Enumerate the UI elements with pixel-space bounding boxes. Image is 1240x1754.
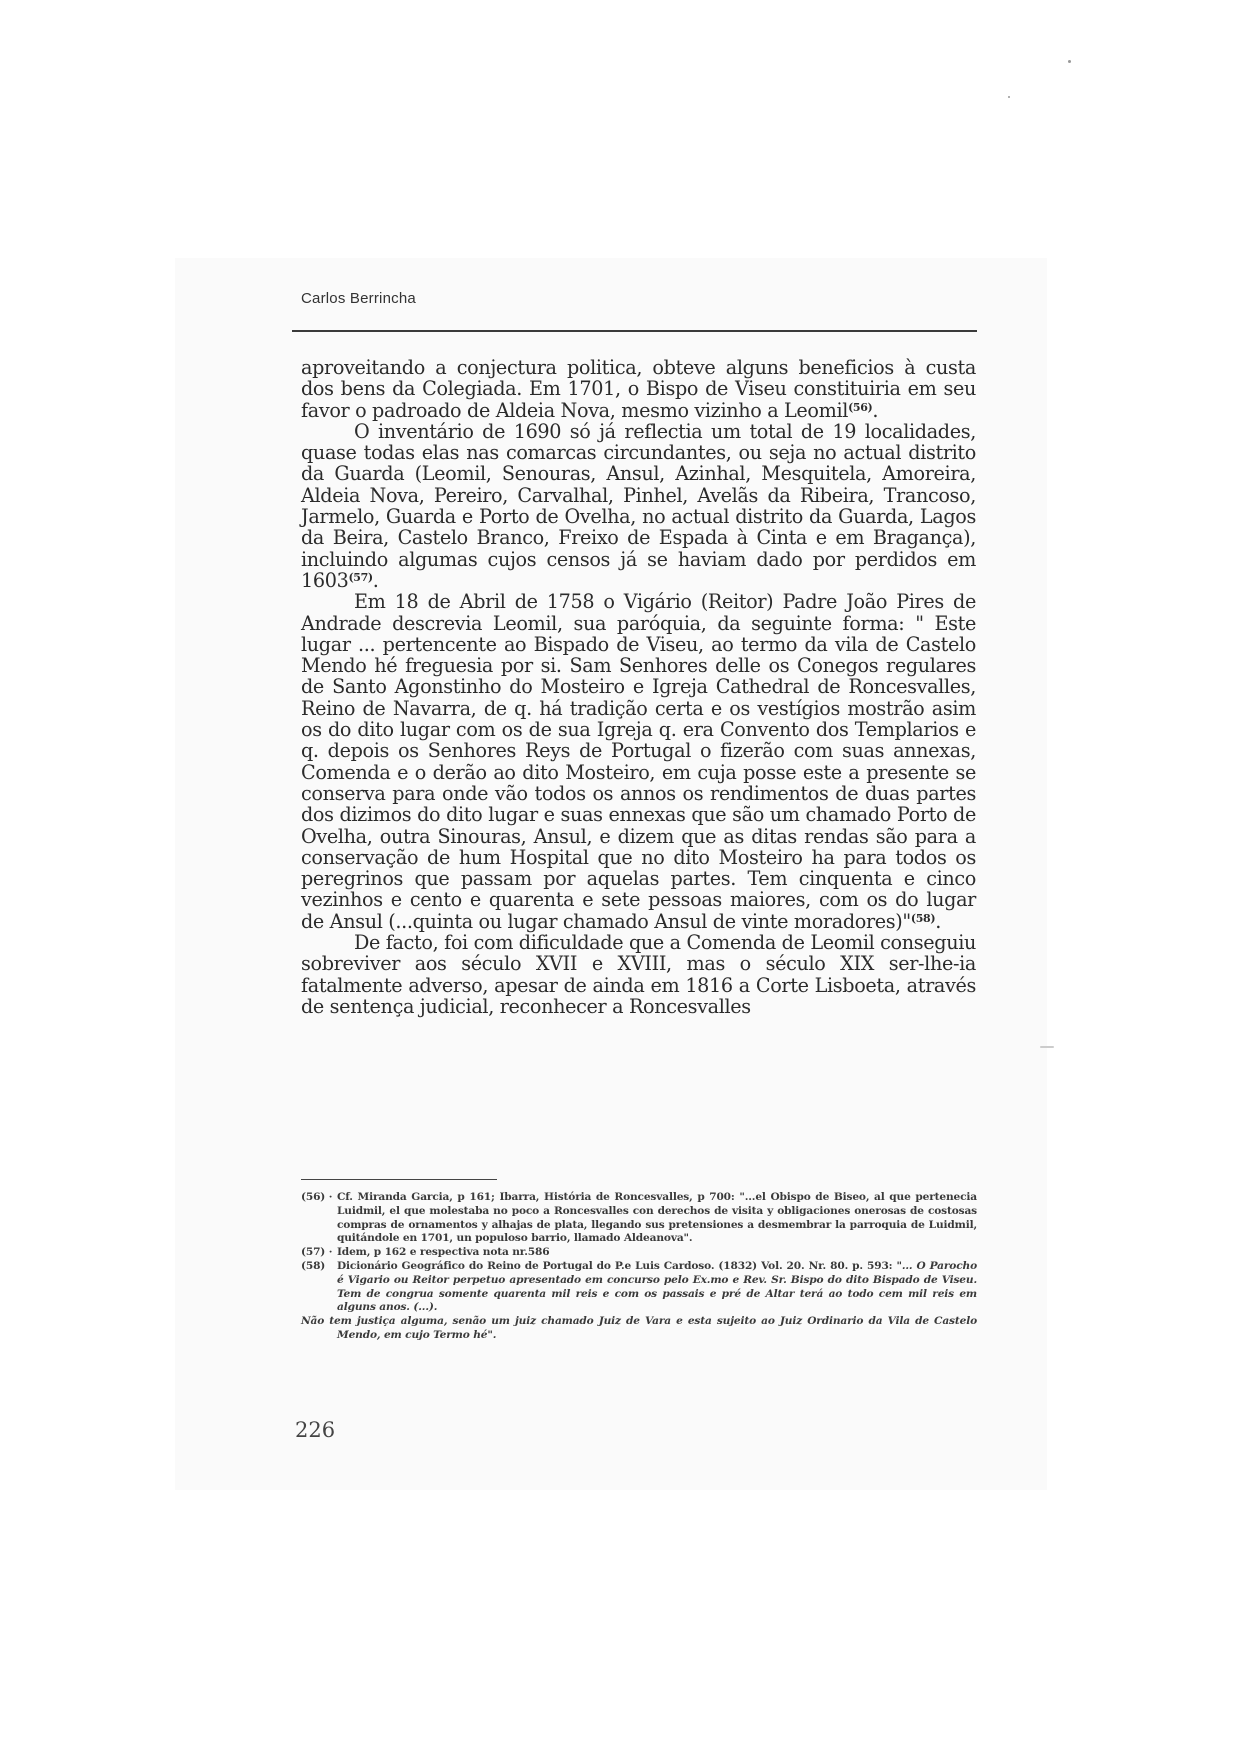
paragraph-text: O inventário de 1690 só já reflectia um total de 19 localidades, quase todas elas nas comarcas circundantes, ou seja no actual distrito da Guarda (Leomil, Senouras, Ansul, Azinhal, Mesquitela, Amoreira, Aldeia Nova, Pereiro, Carvalhal, Pinhel, Avelãs da Ribeira, Trancoso, Jarmelo, Guarda e Porto de Ovelha, no actual distrito da Guarda, Lagos da Beira, Castelo Branco, Freixo de Espada à Cinta e em Bragança), incluindo algumas cujos censos já se haviam dado por perdidos em 1603 xyxy=(301,419,976,592)
header-rule xyxy=(292,330,977,332)
paragraph xyxy=(301,421,976,591)
paragraph-end: . xyxy=(372,568,379,592)
footnote-58 xyxy=(301,1260,977,1315)
footnote-number: (58) xyxy=(301,1259,326,1272)
paragraph-text: De facto, foi com dificuldade que a Comenda de Leomil conseguiu sobreviver aos século XVII e XVIII, mas o século XIX ser-lhe-ia fatalmente adverso, apesar de ainda em 1816 a Corte Lisboeta, através de sentença judicial, reconhecer a Roncesvalles xyxy=(301,931,976,1018)
footnote-separator xyxy=(301,1179,497,1180)
scan-speck xyxy=(1040,1046,1054,1048)
paragraph-end: . xyxy=(872,398,879,422)
footnote-text: Dicionário Geográfico do Reino de Portugal do P.e Luis Cardoso. (1832) Vol. 20. Nr. 80. p. 593: xyxy=(337,1259,893,1272)
running-head-author: Carlos Berrincha xyxy=(301,290,416,307)
footnote-reference[interactable]: (56) xyxy=(848,400,873,414)
footnote-reference[interactable]: (57) xyxy=(348,570,373,584)
paragraph-text: aproveitando a conjectura politica, obteve alguns beneficios à custa dos bens da Colegiada. Em 1701, o Bispo de Viseu constituiria em seu favor o padroado de Aldeia Nova, mesmo vizinho a Leomil xyxy=(301,356,976,422)
paragraph-end: . xyxy=(935,909,941,933)
footnote-reference[interactable]: (58) xyxy=(910,911,936,925)
scan-speck xyxy=(1008,96,1010,98)
footnote-56 xyxy=(301,1191,977,1246)
page-number: 226 xyxy=(295,1418,336,1442)
paragraph xyxy=(301,357,976,421)
footnotes xyxy=(301,1191,977,1343)
paragraph-text: Em 18 de Abril de 1758 o Vigário (Reitor) Padre João Pires de Andrade descrevia Leomil, sua paróquia, da seguinte forma: " Este lugar ... pertencente ao Bispado de Viseu, ao termo da vila de Castelo Mendo hé freguesia por si. Sam Senhores delle os Conegos regulares de Santo Agonstinho do Mosteiro e Igreja Cathedral de Roncesvalles, Reino de Navarra, de q. há tradição certa e os vestígios mostrão asim os do dito lugar com os de sua Igreja q. era Convento dos Templarios e q. depois os Senhores Reys de Portugal o fizerão com suas annexas, Comenda e o derão ao dito Mosteiro, em cuja posse este a presente se conserva para onde vão todos os annos os rendimentos de duas partes dos dizimos do dito lugar e suas ennexas que são um chamado Porto de Ovelha, outra Sinouras, Ansul, e dizem que as ditas rendas são para a conservação de hum Hospital que no dito Mosteiro ha para todos os peregrinos que passam por aquelas partes. Tem cinquenta e cinco vezinhos e cento e quarenta e sete pessoas maiores, com os do lugar de Ansul (...quinta ou lugar chamado Ansul de vinte moradores)" xyxy=(301,590,976,933)
footnote-number: (57) · xyxy=(301,1246,333,1259)
footnote-number: (56) · xyxy=(301,1191,333,1203)
footnote-text: Cf. Miranda Garcia, p 161; Ibarra, História de Roncesvalles, p 700: "...el Obispo de Biseo, al que pertenecia Luidmil, el que molestaba no poco a Roncesvalles con derechos de visita y obligaciones onerosas de costosas compras de ornamentos y alhajas de plata, llegando sus pretensiones a desmembrar la parroquia de Luidmil, quitándole en 1701, un populoso barrio, llamado Aldeanova". xyxy=(337,1191,977,1245)
scan-speck xyxy=(1068,60,1071,63)
footnote-text: Idem, p 162 e respectiva nota nr.586 xyxy=(337,1246,550,1259)
body-text xyxy=(301,357,976,1017)
footnote-58-continuation: Não tem justiça alguma, senão um juiz chamado Juiz de Vara e esta sujeito ao Juiz Ordinario da Vila de Castelo Mendo, em cujo Termo hé". xyxy=(301,1315,977,1341)
footnote-57 xyxy=(301,1246,977,1260)
footnote-quote: "... O Parocho é Vigario ou Reitor perpetuo apresentado em concurso pelo Ex.mo e Rev. Sr. Bispo do dito Bispado de Viseu. Tem de congrua somente quarenta mil reis e com os passais e pré de Altar terá ao todo cem mil reis em alguns anos. (...). xyxy=(337,1259,977,1314)
paragraph xyxy=(301,591,976,932)
paragraph xyxy=(301,932,976,1017)
